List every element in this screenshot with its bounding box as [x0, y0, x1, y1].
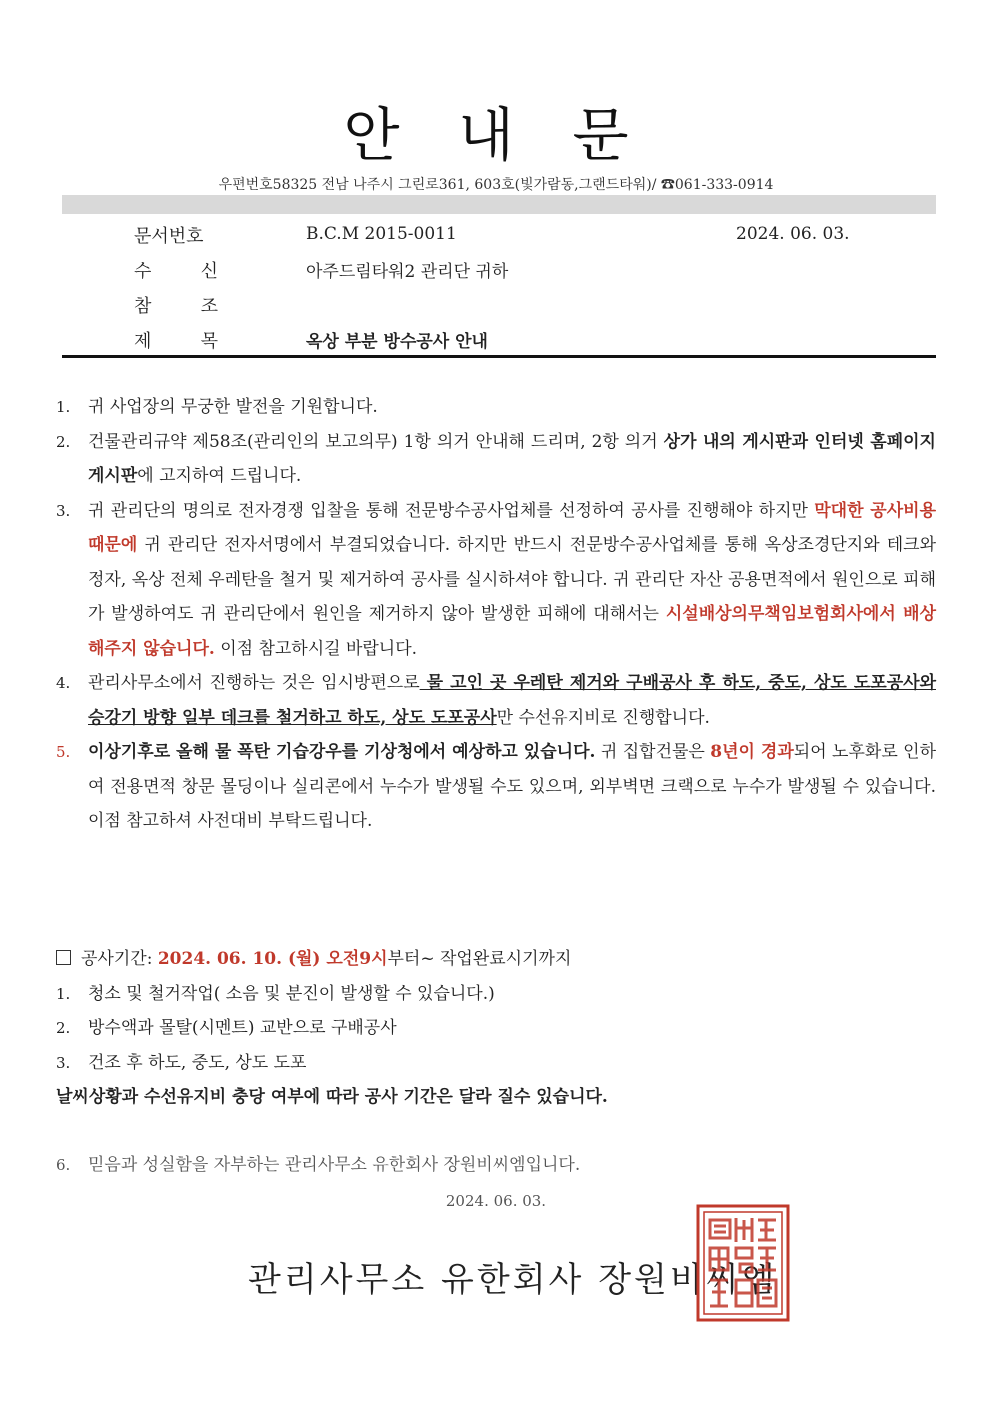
- reference-label: 참 조: [134, 296, 218, 317]
- page-title: 안 내 문: [343, 101, 649, 169]
- schedule-step: 3. 건조 후 하도, 중도, 상도 도포: [56, 1052, 307, 1073]
- checkbox-icon: [56, 950, 71, 965]
- header-band: [62, 195, 936, 214]
- subject-label: 제 목: [134, 331, 218, 352]
- recipient-value: 아주드림타워2 관리단 귀하: [306, 262, 509, 282]
- schedule-section: [56, 942, 936, 1115]
- subject-value: 옥상 부분 방수공사 안내: [306, 332, 488, 352]
- list-item: 4. 관리사무소에서 진행하는 것은 임시방편으로 물 고인 곳 우레탄 제거와 구배공사 후 하도, 중도, 상도 도포공사와 승강기 방향 일부 데크를 철거하고 하도, 상도 도포공사만 수선유지비로 진행합니다.: [56, 673, 936, 728]
- schedule-period: 공사기간: 2024. 06. 10. (월) 오전9시부터~ 작업완료시기까지: [56, 942, 936, 977]
- doc-date: 2024. 06. 03.: [736, 224, 850, 244]
- schedule-step: 1. 청소 및 철거작업( 소음 및 분진이 발생할 수 있습니다.): [56, 983, 495, 1004]
- schedule-step: 2. 방수액과 몰탈(시멘트) 교반으로 구배공사: [56, 1018, 397, 1038]
- schedule-note: 날씨상황과 수선유지비 충당 여부에 따라 공사 기간은 달라 질수 있습니다.: [56, 1087, 608, 1107]
- list-item: 1. 귀 사업장의 무궁한 발전을 기원합니다.: [56, 397, 378, 417]
- footer-date: 2024. 06. 03.: [445, 1192, 547, 1210]
- closing-line: 6. 믿음과 성실함을 자부하는 관리사무소 유한회사 장원비씨엠입니다.: [56, 1155, 581, 1175]
- notice-body: [56, 390, 936, 839]
- address-line: 우편번호58325 전남 나주시 그린로361, 603호(빛가람동,그랜드타워)/ ☎061-333-0914: [218, 177, 774, 193]
- doc-number-value: B.C.M 2015-0011: [306, 224, 457, 244]
- sender-name: 관리사무소 유한회사 장원비씨엠: [248, 1260, 778, 1300]
- doc-number-label: 문서번호: [134, 226, 204, 247]
- list-item: 2. 건물관리규약 제58조(관리인의 보고의무) 1항 의거 안내해 드리며, 2항 의거 상가 내의 게시판과 인터넷 홈페이지 게시판에 고지하여 드립니다.: [56, 431, 936, 486]
- list-item: 5. 이상기후로 올해 물 폭탄 기습강우를 기상청에서 예상하고 있습니다. 귀 집합건물은 8년이 경과되어 노후화로 인하여 전용면적 창문 몰딩이나 실리콘에서 누수가 발생될 수도 있으며, 외부벽면 크랙으로 누수가 발생될 수 있습니다. 이점 참고하셔 사전대비 부탁드립니다.: [56, 742, 937, 831]
- recipient-label: 수 신: [134, 261, 218, 282]
- header-divider: [62, 355, 936, 358]
- list-item: 3. 귀 관리단의 명의로 전자경쟁 입찰을 통해 전문방수공사업체를 선정하여 공사를 진행해야 하지만 막대한 공사비용 때문에 귀 관리단 전자서명에서 부결되었습니다. 하지만 반드시 전문방수공사업체를 통해 옥상조경단지와 테크와 정자, 옥상 전체 우레탄을 철거 및 제거하여 공사를 실시하셔야 합니다. 귀 관리단 자산 공용면적에서 원인으로 피해가 발생하여도 귀 관리단에서 원인을 제거하지 않아 발생한 피해에 대해서는 시설배상의무책임보험회사에서 배상해주지 않습니다. 이점 참고하시길 바랍니다.: [56, 500, 937, 659]
- seal-stamp-icon: [696, 1204, 790, 1322]
